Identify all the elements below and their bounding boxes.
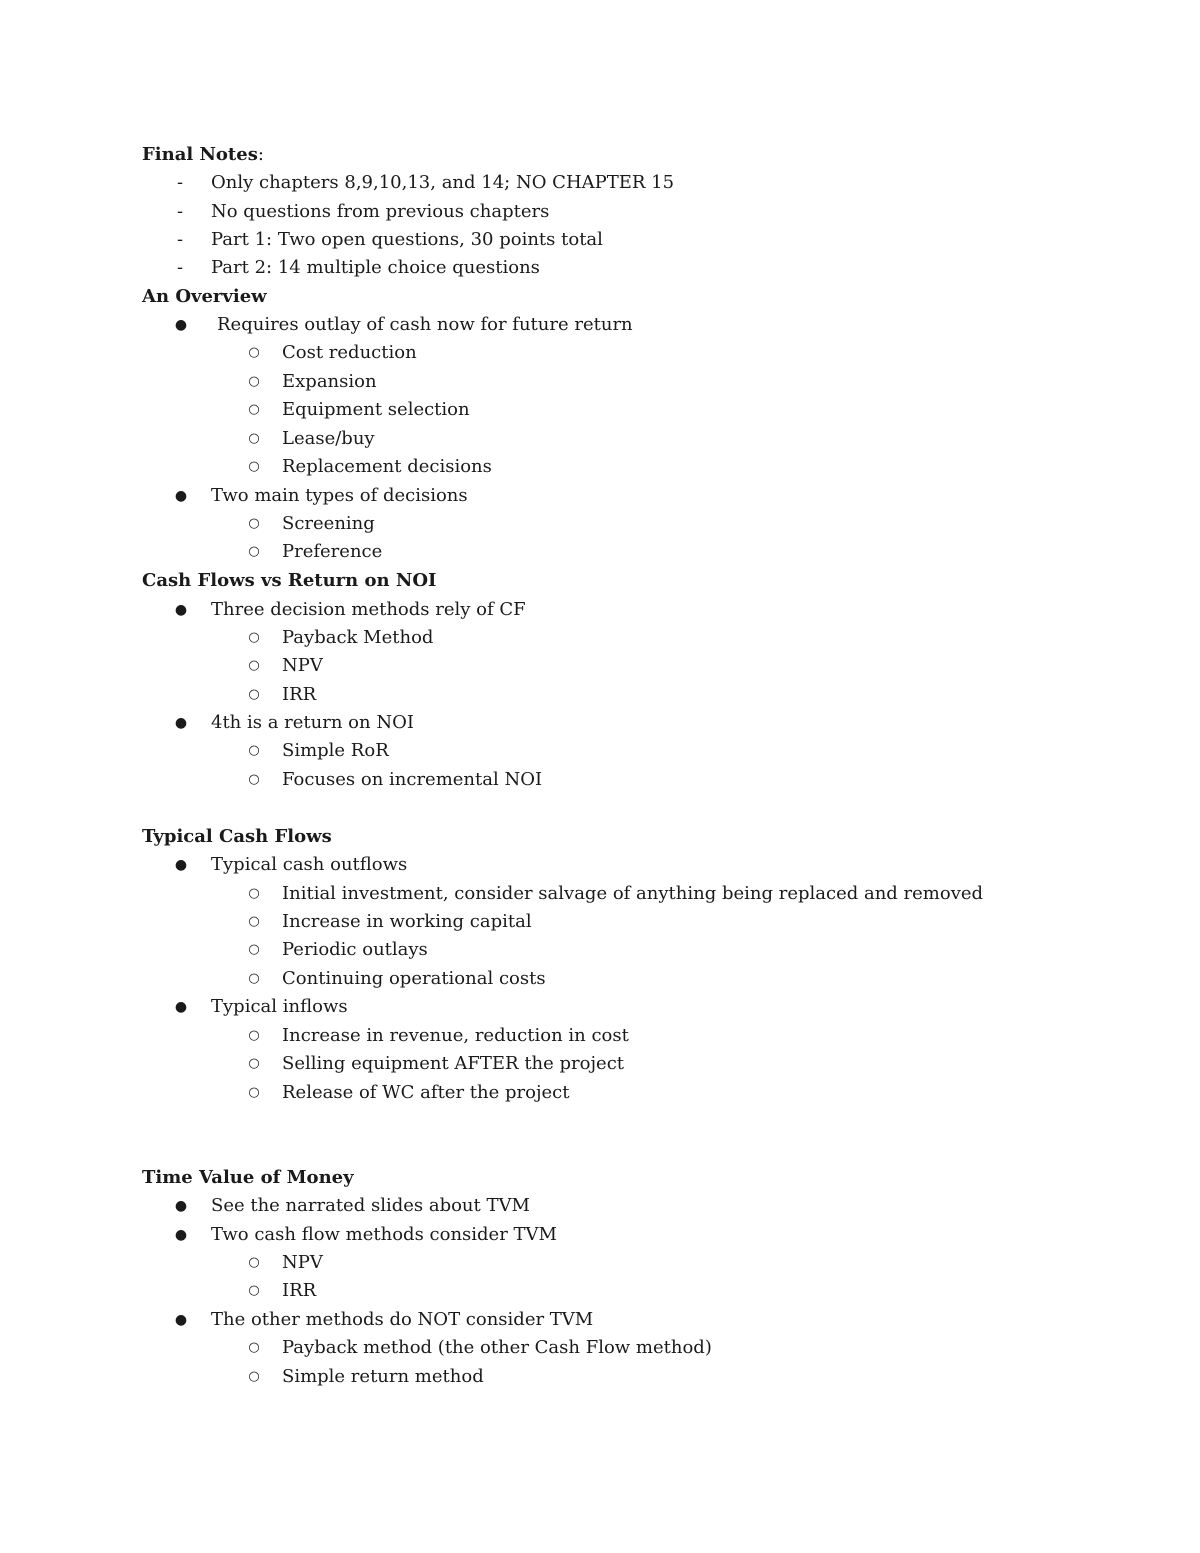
circle-marker: ○ [248, 345, 260, 360]
list-item-text: Three decision methods rely of CF [211, 599, 526, 620]
circle-marker: ○ [248, 772, 260, 787]
circle-marker: ○ [248, 459, 260, 474]
list-item-text: Two main types of decisions [211, 485, 468, 506]
list-item-text: Typical cash outflows [211, 854, 408, 875]
bullet-marker: ● [174, 857, 188, 873]
list-item-text: Only chapters 8,9,10,13, and 14; NO CHAPTER 15 [211, 172, 675, 193]
bullet-marker: ● [174, 715, 188, 731]
sub-list-item-text: Increase in working capital [282, 911, 532, 932]
sub-list-item-text: NPV [282, 1252, 323, 1273]
bullet-marker: ● [174, 1227, 188, 1243]
circle-marker: ○ [248, 431, 260, 446]
list-item-text: See the narrated slides about TVM [211, 1195, 530, 1216]
circle-marker: ○ [248, 1085, 260, 1100]
circle-marker: ○ [248, 544, 260, 559]
sub-list-item-text: Simple return method [282, 1366, 484, 1387]
circle-marker: ○ [248, 914, 260, 929]
sub-list-item-text: Screening [282, 513, 375, 534]
sub-list-item-text: Focuses on incremental NOI [282, 769, 543, 790]
section-heading: An Overview [142, 286, 267, 307]
sub-list-item-text: Payback Method [282, 627, 434, 648]
list-item-text: Typical inflows [211, 996, 348, 1017]
circle-marker: ○ [248, 374, 260, 389]
circle-marker: ○ [248, 743, 260, 758]
section-heading: Final Notes: [142, 144, 264, 165]
circle-marker: ○ [248, 942, 260, 957]
sub-list-item-text: Replacement decisions [282, 456, 492, 477]
circle-marker: ○ [248, 402, 260, 417]
circle-marker: ○ [248, 971, 260, 986]
sub-list-item-text: Lease/buy [282, 428, 375, 449]
list-item-text: Part 2: 14 multiple choice questions [211, 257, 540, 278]
sub-list-item-text: Payback method (the other Cash Flow method) [282, 1337, 712, 1358]
circle-marker: ○ [248, 1028, 260, 1043]
sub-list-item-text: Continuing operational costs [282, 968, 546, 989]
list-item-text: 4th is a return on NOI [211, 712, 414, 733]
circle-marker: ○ [248, 1340, 260, 1355]
dash-marker: - [176, 229, 184, 250]
section-heading: Typical Cash Flows [142, 826, 332, 847]
dash-marker: - [176, 201, 184, 222]
dash-marker: - [176, 172, 184, 193]
bullet-marker: ● [174, 488, 188, 504]
circle-marker: ○ [248, 658, 260, 673]
dash-marker: - [176, 257, 184, 278]
sub-list-item-text: Release of WC after the project [282, 1082, 570, 1103]
circle-marker: ○ [248, 1369, 260, 1384]
bullet-marker: ● [174, 317, 188, 333]
circle-marker: ○ [248, 1255, 260, 1270]
sub-list-item-text: Initial investment, consider salvage of anything being replaced and removed [282, 883, 984, 904]
circle-marker: ○ [248, 630, 260, 645]
list-item-text: Two cash flow methods consider TVM [211, 1224, 557, 1245]
bullet-marker: ● [174, 1198, 188, 1214]
sub-list-item-text: Simple RoR [282, 740, 389, 761]
circle-marker: ○ [248, 516, 260, 531]
sub-list-item-text: IRR [282, 684, 317, 705]
sub-list-item-text: Preference [282, 541, 383, 562]
circle-marker: ○ [248, 687, 260, 702]
sub-list-item-text: Increase in revenue, reduction in cost [282, 1025, 629, 1046]
sub-list-item-text: Selling equipment AFTER the project [282, 1053, 625, 1074]
bullet-marker: ● [174, 1312, 188, 1328]
sub-list-item-text: NPV [282, 655, 323, 676]
section-heading: Cash Flows vs Return on NOI [142, 570, 437, 591]
circle-marker: ○ [248, 1283, 260, 1298]
bullet-marker: ● [174, 999, 188, 1015]
sub-list-item-text: Expansion [282, 371, 377, 392]
sub-list-item-text: Equipment selection [282, 399, 470, 420]
list-item-text: Requires outlay of cash now for future return [217, 314, 633, 335]
sub-list-item-text: Periodic outlays [282, 939, 428, 960]
sub-list-item-text: Cost reduction [282, 342, 417, 363]
list-item-text: The other methods do NOT consider TVM [211, 1309, 594, 1330]
bullet-marker: ● [174, 602, 188, 618]
circle-marker: ○ [248, 1056, 260, 1071]
circle-marker: ○ [248, 886, 260, 901]
list-item-text: Part 1: Two open questions, 30 points total [211, 229, 603, 250]
sub-list-item-text: IRR [282, 1280, 317, 1301]
list-item-text: No questions from previous chapters [211, 201, 550, 222]
section-heading: Time Value of Money [142, 1167, 354, 1188]
